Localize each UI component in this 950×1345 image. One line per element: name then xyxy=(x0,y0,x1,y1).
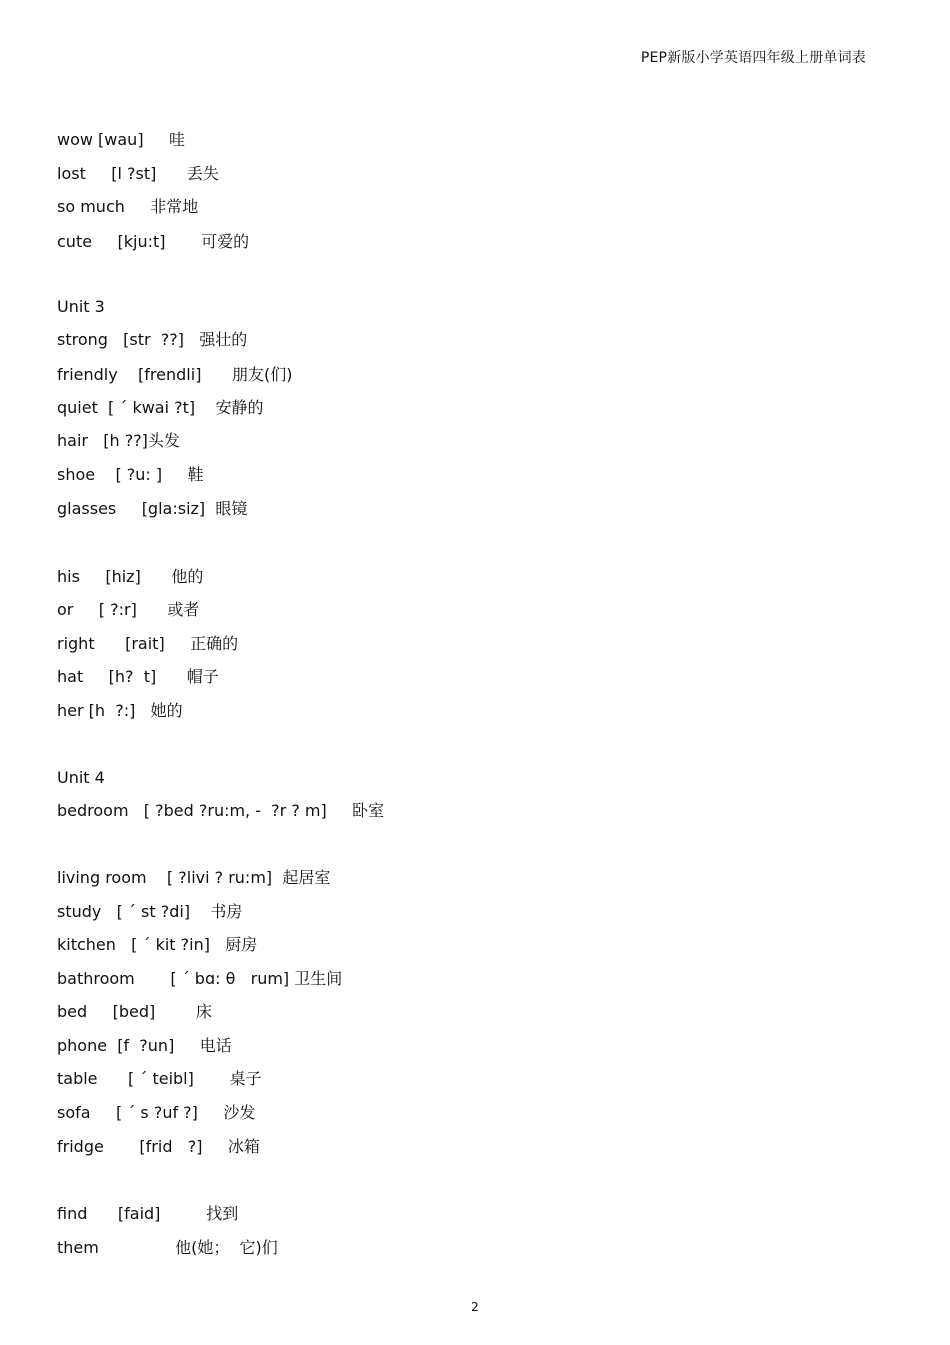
word-entry: strong [str ??] 强壮的 xyxy=(57,330,248,349)
word-entry: find [faid] 找到 xyxy=(57,1204,239,1223)
word-entry: cute [kju:t] 可爱的 xyxy=(57,232,250,251)
word-entry: quiet [ ˊ kwai ?t] 安静的 xyxy=(57,398,264,417)
word-entry: table [ ˊ teibl] 桌子 xyxy=(57,1069,262,1088)
word-entry: right [rait] 正确的 xyxy=(57,634,239,653)
word-entry: or [ ?:r] 或者 xyxy=(57,600,200,619)
word-entry: shoe [ ?u: ] 鞋 xyxy=(57,465,204,484)
word-entry: so much 非常地 xyxy=(57,197,199,216)
unit-heading: Unit 4 xyxy=(57,768,105,787)
word-entry: living room [ ?livi ? ru:m] 起居室 xyxy=(57,868,331,887)
word-entry: sofa [ ˊ s ?uf ?] 沙发 xyxy=(57,1103,256,1122)
word-entry: them 他(她； 它)们 xyxy=(57,1238,278,1257)
word-entry: friendly [frendli] 朋友(们) xyxy=(57,365,293,384)
unit-heading: Unit 3 xyxy=(57,297,105,316)
word-entry: bed [bed] 床 xyxy=(57,1002,212,1021)
word-entry: bedroom [ ?bed ?ru:m, - ?r ? m] 卧室 xyxy=(57,801,385,820)
word-entry: wow [wau] 哇 xyxy=(57,130,185,149)
word-entry: hat [h? t] 帽子 xyxy=(57,667,219,686)
word-entry: kitchen [ ˊ kit ?in] 厨房 xyxy=(57,935,258,954)
word-entry: hair [h ??]头发 xyxy=(57,431,180,450)
word-entry: lost [l ?st] 丢失 xyxy=(57,164,219,183)
word-entry: study [ ˊ st ?di] 书房 xyxy=(57,902,243,921)
word-entry: bathroom [ ˊ bɑ: θ rum] 卫生间 xyxy=(57,969,343,988)
word-entry: his [hiz] 他的 xyxy=(57,567,204,586)
word-entry: fridge [frid ?] 冰箱 xyxy=(57,1137,260,1156)
word-entry: her [h ?:] 她的 xyxy=(57,701,183,720)
word-entry: glasses [gla:siz] 眼镜 xyxy=(57,499,248,518)
page-number: 2 xyxy=(471,1300,479,1314)
word-entry: phone [f ?un] 电话 xyxy=(57,1036,232,1055)
page-header: PEP新版小学英语四年级上册单词表 xyxy=(640,50,866,66)
